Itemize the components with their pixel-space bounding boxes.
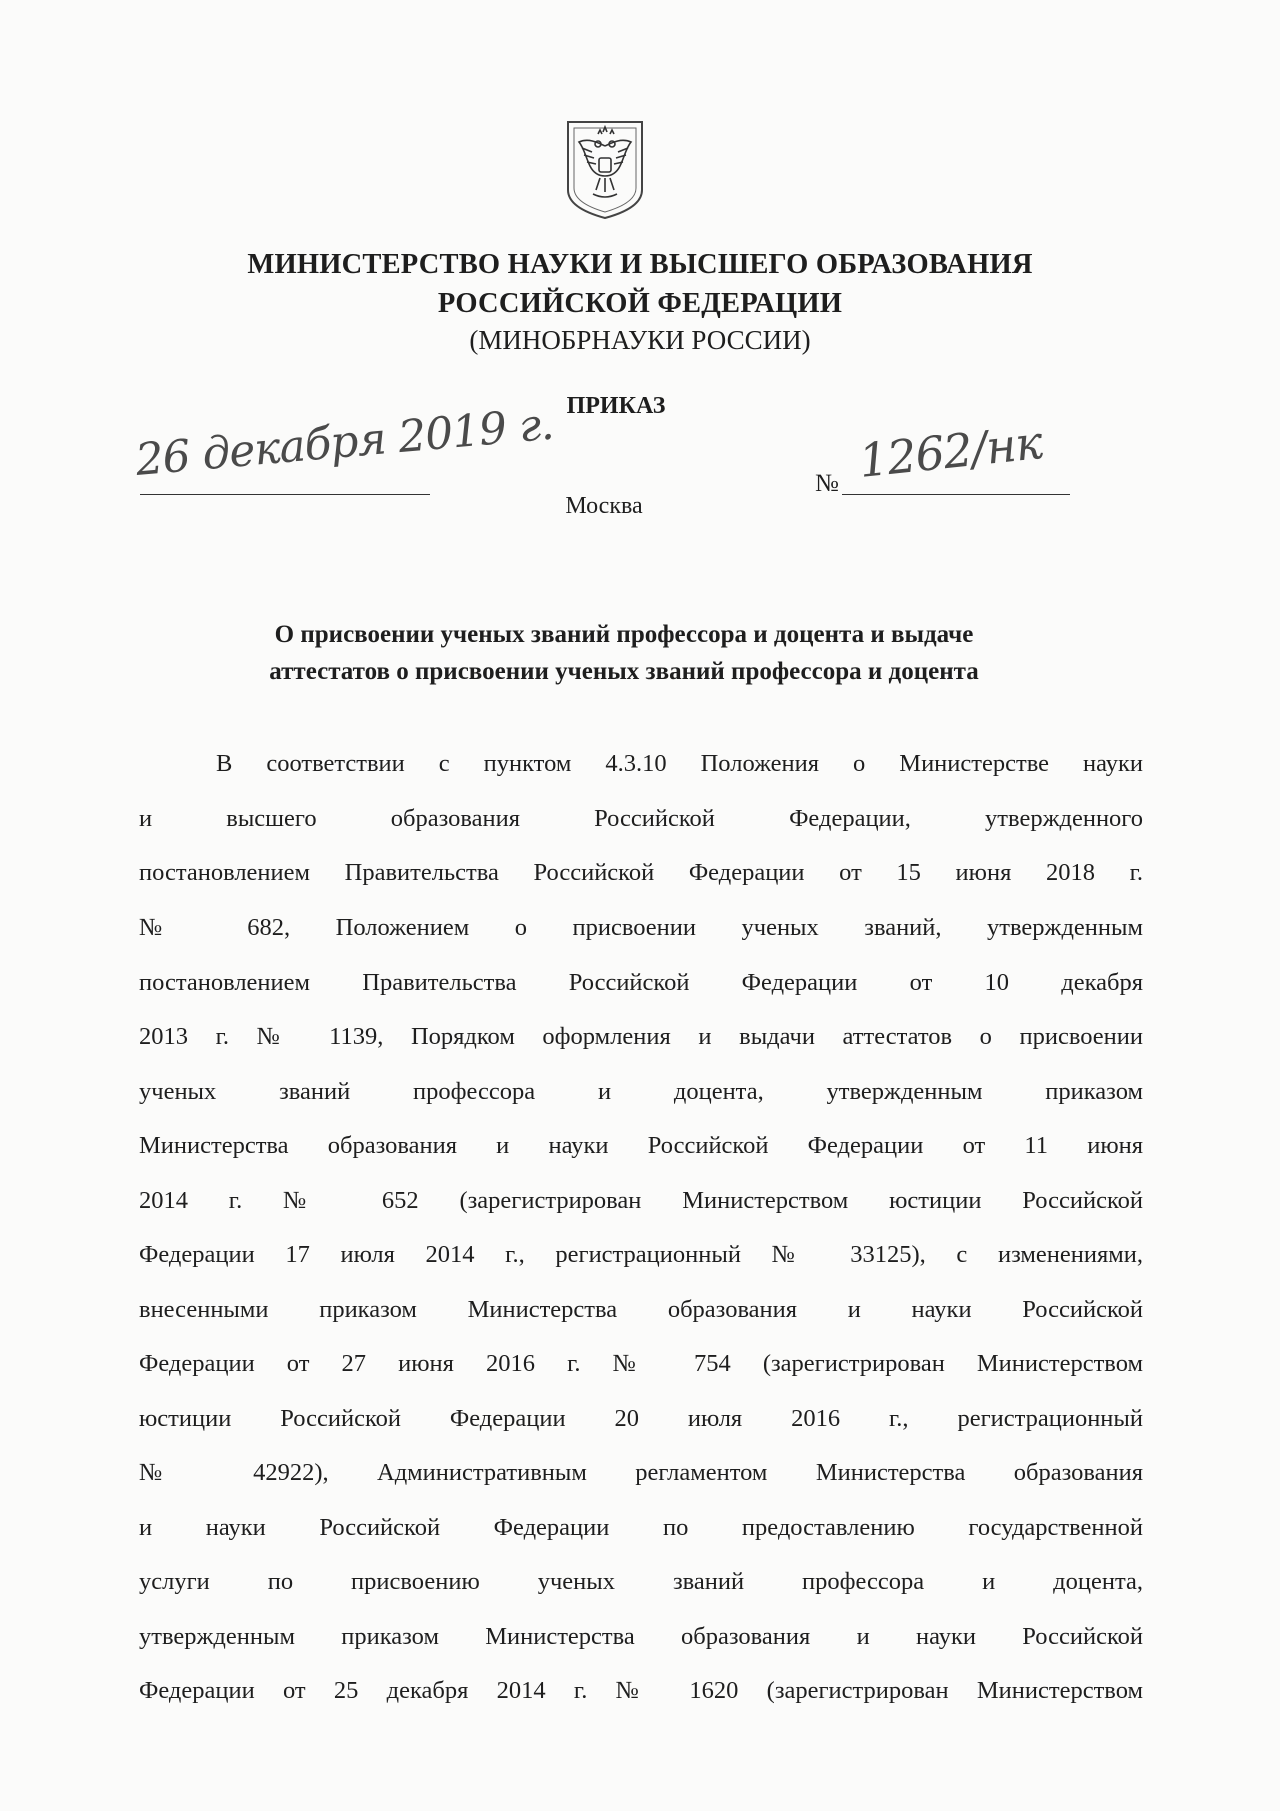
body-line: Федерации от 27 июня 2016 г. № 754 (зарегистрирован Министерством [139, 1350, 1143, 1377]
ministry-name-line2: РОССИЙСКОЙ ФЕДЕРАЦИИ [437, 288, 843, 319]
body-line: Федерации 17 июля 2014 г., регистрационный № 33125), с изменениями, [139, 1241, 1143, 1268]
state-emblem-icon [562, 118, 648, 220]
body-line: услуги по присвоению ученых званий профессора и доцента, [139, 1568, 1143, 1595]
body-line: Федерации от 25 декабря 2014 г. № 1620 (зарегистрирован Министерством [139, 1677, 1143, 1704]
body-line: утвержденным приказом Министерства образования и науки Российской [139, 1623, 1143, 1650]
body-line: постановлением Правительства Российской Федерации от 10 декабря [139, 969, 1143, 996]
number-label: № [815, 470, 839, 497]
document-title-line1: О присвоении ученых званий профессора и доцента и выдаче [274, 621, 974, 648]
document-type: ПРИКАЗ [566, 393, 666, 419]
body-line: Министерства образования и науки Российской Федерации от 11 июня [139, 1132, 1143, 1159]
body-line: № 42922), Административным регламентом Министерства образования [139, 1459, 1143, 1486]
body-line: и науки Российской Федерации по предоставлению государственной [139, 1514, 1143, 1541]
city: Москва [565, 493, 643, 519]
ministry-name-line1: МИНИСТЕРСТВО НАУКИ И ВЫСШЕГО ОБРАЗОВАНИЯ [247, 249, 1033, 280]
body-line: ученых званий профессора и доцента, утвержденным приказом [139, 1078, 1143, 1105]
date-handwritten: 26 декабря 2019 г. [133, 398, 556, 486]
body-line: и высшего образования Российской Федерации, утвержденного [139, 805, 1143, 832]
number-handwritten: 1262/нк [856, 415, 1045, 488]
body-line: В соответствии с пунктом 4.3.10 Положения о Министерстве науки [216, 750, 1143, 777]
body-line: № 682, Положением о присвоении ученых званий, утвержденным [139, 914, 1143, 941]
body-line: 2013 г. № 1139, Порядком оформления и выдачи аттестатов о присвоении [139, 1023, 1143, 1050]
body-line: внесенными приказом Министерства образования и науки Российской [139, 1296, 1143, 1323]
document-title-line2: аттестатов о присвоении ученых званий профессора и доцента [269, 658, 979, 685]
body-line: постановлением Правительства Российской Федерации от 15 июня 2018 г. [139, 859, 1143, 886]
body-line: 2014 г. № 652 (зарегистрирован Министерством юстиции Российской [139, 1187, 1143, 1214]
body-line: юстиции Российской Федерации 20 июля 2016 г., регистрационный [139, 1405, 1143, 1432]
ministry-abbreviation: (МИНОБРНАУКИ РОССИИ) [469, 325, 811, 355]
